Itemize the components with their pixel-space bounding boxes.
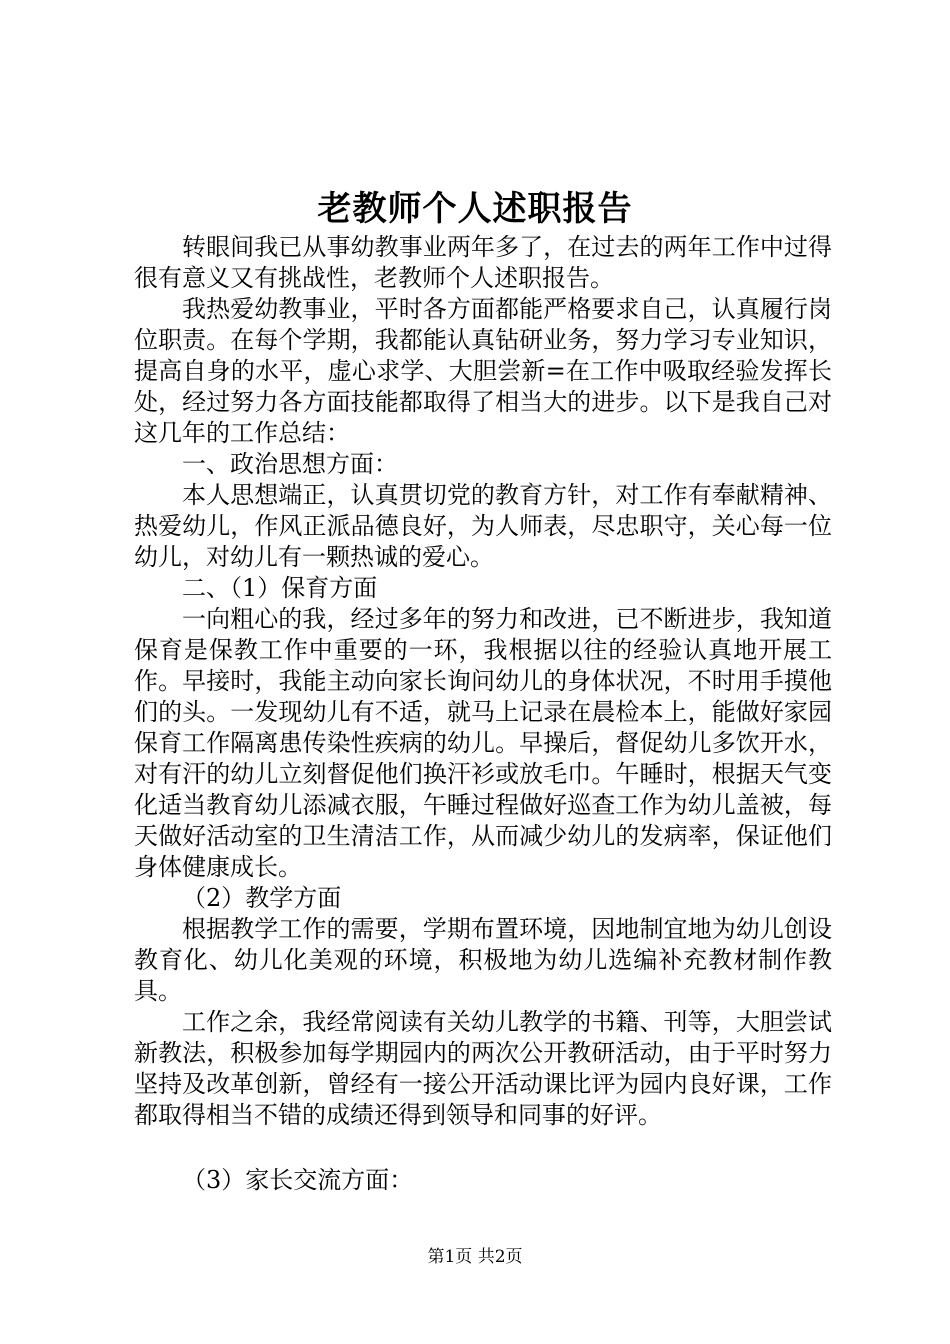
paragraph-overview: 我热爱幼教事业，平时各方面都能严格要求自己，认真履行岗位职责。在每个学期，我都能认真钻研业务，努力学习专业知识，提高自身的水平，虚心求学、大胆尝新=在工作中吸取经验发挥长处，经过努力各方面技能都取得了相当大的进步。以下是我自己对这几年的工作总结： <box>134 295 832 447</box>
section-heading-care: 二、（1）保育方面 <box>182 574 378 602</box>
paragraph-care: 一向粗心的我，经过多年的努力和改进，已不断进步，我知道保育是保教工作中重要的一环，我根据以往的经验认真地开展工作。早接时，我能主动向家长询问幼儿的身体状况，不时用手摸他们的头。一发现幼儿有不适，就马上记录在晨检本上，能做好家园保育工作隔离患传染性疾病的幼儿。早操后，督促幼儿多饮开水，对有汗的幼儿立刻督促他们换汗衫或放毛巾。午睡时，根据天气变化适当教育幼儿添减衣服，午睡过程做好巡查工作为幼儿盖被，每天做好活动室的卫生清洁工作，从而减少幼儿的发病率，保证他们身体健康成长。 <box>134 605 832 881</box>
section-heading-politics: 一、政治思想方面： <box>182 450 398 478</box>
section-heading-teaching: （2）教学方面 <box>182 884 342 912</box>
document-title: 老教师个人述职报告 <box>317 189 633 229</box>
section-heading-parents: （3）家长交流方面： <box>182 1166 414 1194</box>
paragraph-teaching-environment: 根据教学工作的需要，学期布置环境，因地制宜地为幼儿创设教育化、幼儿化美观的环境，积极地为幼儿选编补充教材制作教具。 <box>134 915 832 1005</box>
page-footer: 第1页 共2页 <box>427 1247 523 1267</box>
document-body <box>134 232 832 1196</box>
paragraph-intro: 转眼间我已从事幼教事业两年多了，在过去的两年工作中过得很有意义又有挑战性，老教师个人述职报告。 <box>134 233 832 292</box>
paragraph-politics: 本人思想端正，认真贯切党的教育方针，对工作有奉献精神、热爱幼儿，作风正派品德良好，为人师表，尽忠职守，关心每一位幼儿，对幼儿有一颗热诚的爱心。 <box>134 481 832 571</box>
paragraph-teaching-research: 工作之余，我经常阅读有关幼儿教学的书籍、刊等，大胆尝试新教法，积极参加每学期园内的两次公开教研活动，由于平时努力坚持及改革创新，曾经有一接公开活动课比评为园内良好课，工作都取得相当不错的成绩还得到领导和同事的好评。 <box>134 1008 832 1129</box>
